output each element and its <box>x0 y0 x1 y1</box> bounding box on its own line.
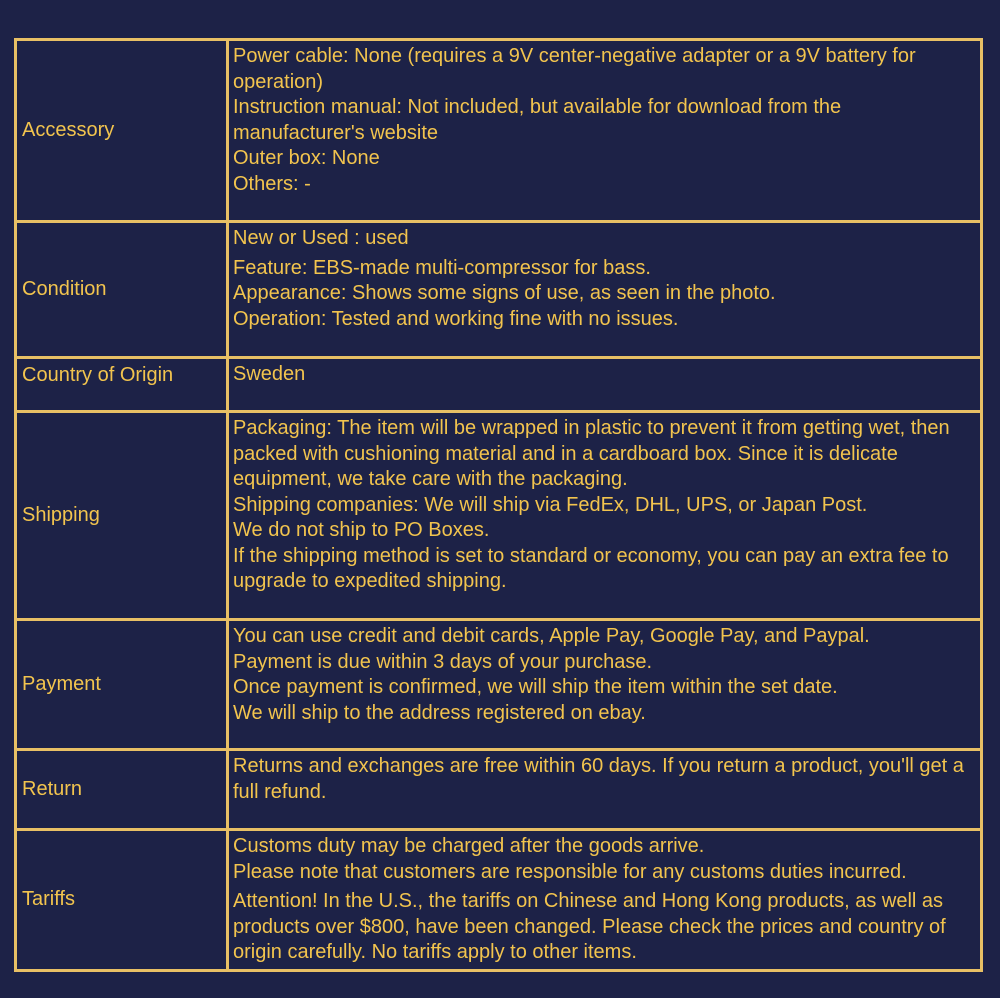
table-row-payment <box>16 620 982 750</box>
return-policy: Returns and exchanges are free within 60 days. If you return a product, you'll get a full refund. <box>233 755 964 803</box>
table-row-condition <box>16 222 982 358</box>
listing-info-table <box>14 38 983 972</box>
row-label-country-of-origin: Country of Origin <box>16 358 228 412</box>
payment-methods: You can use credit and debit cards, Apple Pay, Google Pay, and Paypal. <box>233 625 870 647</box>
row-content-tariffs <box>228 830 982 971</box>
shipping-po-boxes: We do not ship to PO Boxes. <box>233 519 490 541</box>
row-label-return: Return <box>16 750 228 830</box>
row-content-condition <box>228 222 982 358</box>
row-label-condition: Condition <box>16 222 228 358</box>
country-of-origin-value: Sweden <box>233 363 306 385</box>
shipping-upgrade: If the shipping method is set to standard or economy, you can pay an extra fee to upgrade to expedited shipping. <box>233 544 949 592</box>
accessory-others: Others: - <box>233 172 311 195</box>
row-label-accessory: Accessory <box>16 40 228 222</box>
condition-feature: Feature: EBS-made multi-compressor for bass. <box>233 256 651 279</box>
row-content-return <box>228 750 982 830</box>
row-label-shipping: Shipping <box>16 412 228 620</box>
table-row-shipping <box>16 412 982 620</box>
payment-confirmed: Once payment is confirmed, we will ship the item within the set date. <box>233 676 838 698</box>
table-row-accessory <box>16 40 982 222</box>
table-row-return <box>16 750 982 830</box>
condition-new-or-used: New or Used : used <box>233 227 409 249</box>
table-row-tariffs <box>16 830 982 971</box>
accessory-instruction-manual: Instruction manual: Not included, but available for download from the manufacturer's website <box>233 96 842 144</box>
row-content-country-of-origin <box>228 358 982 412</box>
tariffs-responsibility: Please note that customers are responsible for any customs duties incurred. <box>233 860 907 883</box>
tariffs-customs-duty: Customs duty may be charged after the goods arrive. <box>233 835 705 857</box>
condition-appearance: Appearance: Shows some signs of use, as seen in the photo. <box>233 282 776 304</box>
row-content-payment <box>228 620 982 750</box>
payment-due: Payment is due within 3 days of your purchase. <box>233 650 653 673</box>
shipping-companies: Shipping companies: We will ship via FedEx, DHL, UPS, or Japan Post. <box>233 493 868 516</box>
tariffs-attention: Attention! In the U.S., the tariffs on Chinese and Hong Kong products, as well as products over $800, have been changed. Please check the prices and country of origin carefully. No tariffs apply to other items. <box>233 890 946 963</box>
accessory-outer-box: Outer box: None <box>233 147 380 169</box>
payment-address: We will ship to the address registered on ebay. <box>233 701 646 724</box>
accessory-power-cable: Power cable: None (requires a 9V center-negative adapter or a 9V battery for operation) <box>233 45 916 93</box>
condition-operation: Operation: Tested and working fine with no issues. <box>233 307 679 330</box>
shipping-packaging: Packaging: The item will be wrapped in plastic to prevent it from getting wet, then packed with cushioning material and in a cardboard box. Since it is delicate equipment, we take care with the packaging. <box>233 417 950 490</box>
row-label-payment: Payment <box>16 620 228 750</box>
row-content-accessory <box>228 40 982 222</box>
table-row-country-of-origin <box>16 358 982 412</box>
row-label-tariffs: Tariffs <box>16 830 228 971</box>
row-content-shipping <box>228 412 982 620</box>
